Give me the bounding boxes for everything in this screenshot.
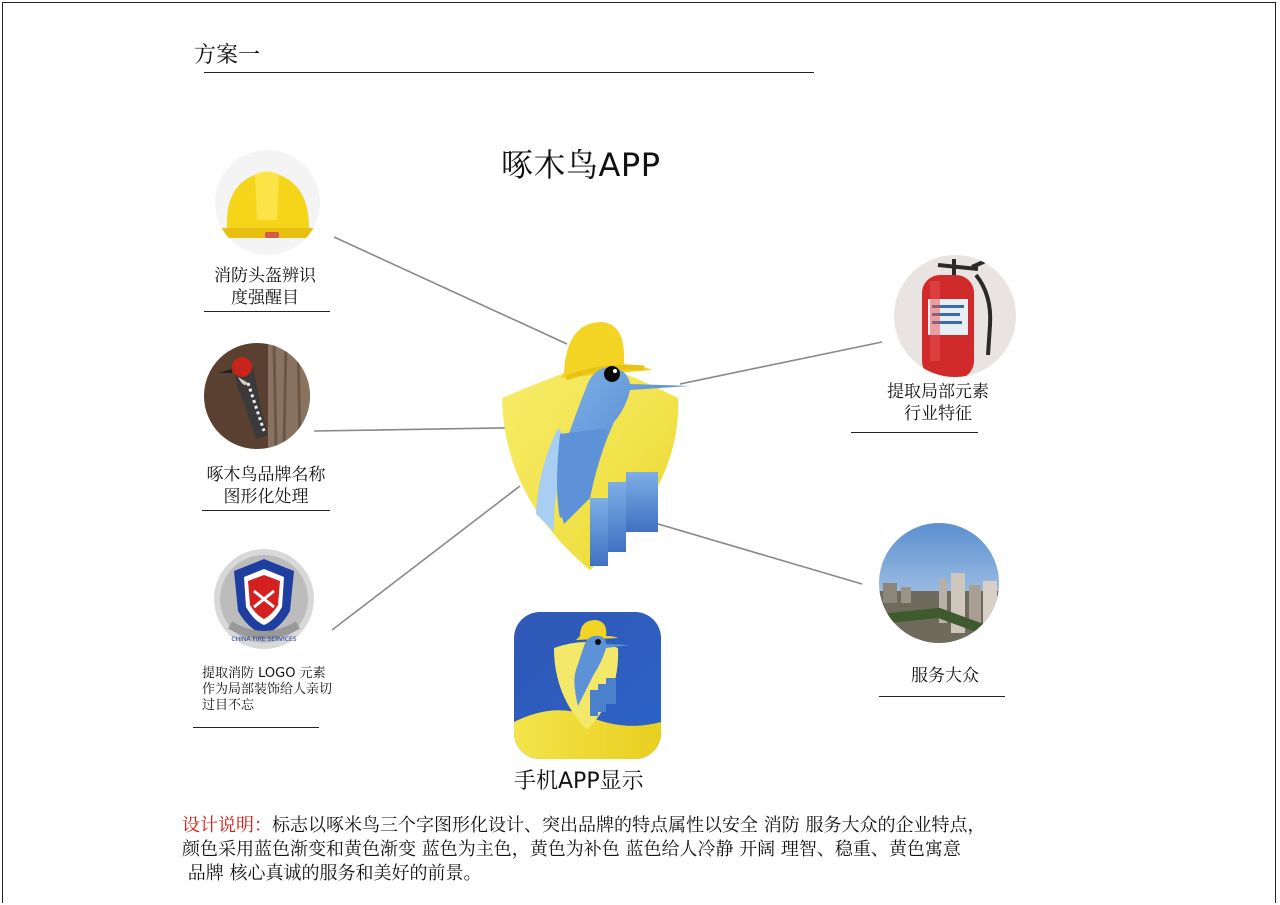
city-caption-line1: 服务大众 (911, 666, 979, 686)
extinguisher-caption (876, 381, 1000, 425)
badge-caption-line3: 过目不忘 (202, 698, 255, 713)
city-caption (890, 665, 1000, 687)
badge-caption-underline (193, 727, 319, 728)
helmet-caption (205, 265, 325, 309)
woodpecker-logo (494, 318, 694, 582)
app-icon-caption: 手机APP显示 (514, 769, 644, 794)
city-photo (879, 523, 999, 643)
woodpecker-caption-underline (202, 510, 330, 511)
woodpecker-caption-line1: 啄木鸟品牌名称 (206, 465, 326, 485)
extinguisher-photo (894, 255, 1016, 377)
helmet-caption-underline (204, 311, 330, 312)
city-caption-underline (879, 696, 1005, 697)
badge-caption-line2: 作为局部装饰给人亲切 (202, 682, 333, 697)
extinguisher-caption-line1: 提取局部元素 (887, 382, 989, 402)
design-description (182, 814, 1122, 886)
woodpecker-photo (204, 343, 310, 449)
description-line1 (182, 814, 1122, 838)
description-body-line1: 标志以啄米鸟三个字图形化设计、突出品牌的特点属性以安全 消防 服务大众的企业特点， (272, 815, 986, 836)
helmet-caption-line2: 度强醒目 (231, 288, 299, 308)
fire-badge-icon (210, 545, 318, 653)
helmet-caption-line1: 消防头盔辨识 (214, 266, 316, 286)
app-title: 啄木鸟APP (501, 146, 661, 184)
description-body-line3: 品牌 核心真诚的服务和美好的前景。 (182, 863, 482, 884)
extinguisher-connector (680, 342, 882, 384)
woodpecker-caption-line2: 图形化处理 (223, 487, 309, 507)
description-head: 设计说明： (182, 815, 272, 836)
app-icon[interactable] (514, 612, 661, 759)
badge-caption (202, 666, 362, 714)
badge-caption-line1: 提取消防 LOGO 元素 (202, 666, 326, 681)
description-body-line2: 颜色采用蓝色渐变和黄色渐变 蓝色为主色，黄色为补色 蓝色给人冷静 开阔 理智、稳重、黄色寓意 (182, 839, 961, 860)
extinguisher-caption-line2: 行业特征 (904, 404, 972, 424)
woodpecker-caption (196, 464, 336, 508)
badge-connector (332, 486, 520, 630)
scheme-title: 方案一 (194, 43, 261, 68)
helmet-photo (215, 150, 320, 255)
extinguisher-caption-underline (851, 432, 978, 433)
badge-text: CHINA FIRE SERVICES (231, 636, 297, 643)
